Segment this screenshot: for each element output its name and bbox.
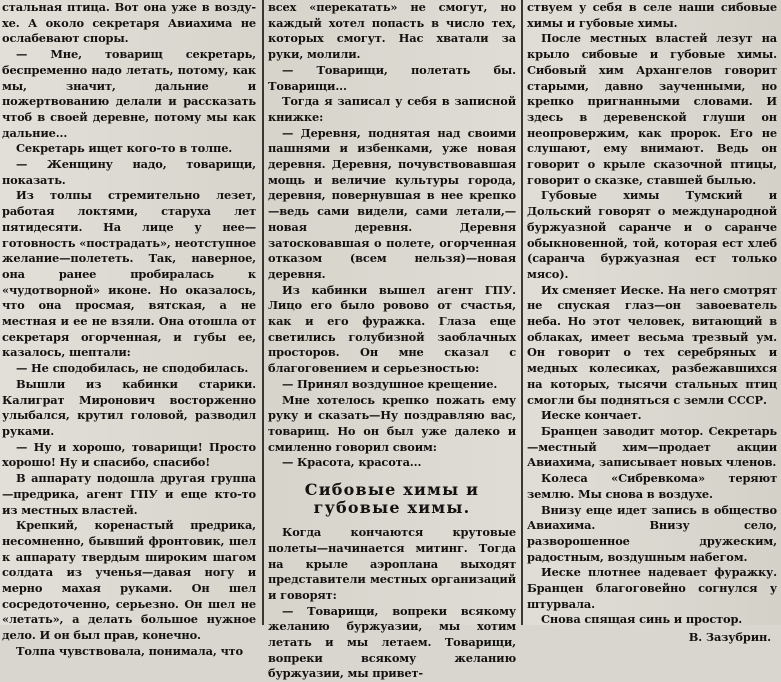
article-paragraph: Крепкий, коренастый предрика, несомненно, бывший фронтовик, шел к аппарату твердым широким шагом солдата из ученья—давая ногу и мерно махая руками. Он шел сосредоточенно, серьезно. Он шел не «летать», а делать большое нужное дело. И он был прав, конечно. bbox=[2, 518, 256, 643]
article-paragraph: — Деревня, поднятая над своими пашнями и избенками, уже новая деревня. Деревня, почувствовавшая мощь и величие культуры города, деревня, повернувшая в нее крепко—ведь сами видели, сами летали,—новая деревня. Деревня затосковавшая о полете, огорченная отказом (всем нельзя)—новая деревня. bbox=[268, 125, 516, 281]
article-paragraph: — Красота, красота... bbox=[282, 455, 422, 470]
article-paragraph: — Товарищи, вопреки всякому желанию буржуазии, мы хотим летать и мы летаем. Товарищи, вопреки всякому желанию буржуазии, мы привет- bbox=[268, 603, 516, 681]
article-paragraph: Колеса «Сибревкома» теряют землю. Мы снова в воздухе. bbox=[527, 471, 777, 501]
article-paragraph: Губовые химы Тумский и Дольский говорят о международной буржуазной саранче и о саранче обыкновенной, той, которая ест хлеб (саранча буржуазная ест только мясо). bbox=[527, 188, 777, 281]
article-paragraph: Снова спящая синь и простор. bbox=[541, 612, 743, 627]
article-paragraph: — Не сподобилась, не сподобилась. bbox=[16, 361, 249, 376]
article-paragraph: — Принял воздушное крещение. bbox=[282, 376, 498, 391]
article-paragraph: Иеске кончает. bbox=[541, 408, 642, 423]
column-2 bbox=[268, 0, 516, 681]
article-paragraph: Внизу еще идет запись в общество Авиахима. Внизу село, разворошенное дружеским, радостным, воздушным набегом. bbox=[527, 502, 777, 564]
article-paragraph: всех «перекатать» не смогут, но каждый хотел попасть в число тех, которых смогут. Нас хватали за руки, молили. bbox=[268, 0, 516, 62]
article-paragraph: — Товарищи, полетать бы. Товарищи... bbox=[268, 62, 516, 93]
column-3 bbox=[527, 0, 777, 645]
article-paragraph: стальная птица. Вот она уже в возду- хе. А около секретаря Авиахима не ослабевают споры. bbox=[2, 0, 256, 46]
article-paragraph: Иеске плотнее надевает фуражку. Бранцен благоговейно согнулся у штурвала. bbox=[527, 565, 777, 611]
article-paragraph: — Мне, товарищ секретарь, беспременно надо летать, потому, как мы, значит, дальние и пожертвованию делали и рассказать чтоб в своей деревне, потому мы как дальние... bbox=[2, 47, 256, 140]
article-paragraph: В аппарату подошла другая группа—предрика, агент ГПУ и еще кто-то из местных властей. bbox=[2, 471, 256, 517]
article-paragraph: Мне хотелось крепко пожать ему руку и сказать—Ну поздравляю вас, товарищ. Но он был уже далеко и смиленно говорил своим: bbox=[268, 392, 516, 454]
article-paragraph: Тогда я записал у себя в записной книжке: bbox=[268, 94, 516, 124]
article-paragraph: — Ну и хорошо, товарищи! Просто хорошо! Ну и спасибо, спасибо! bbox=[2, 439, 256, 470]
article-paragraph: Секретарь ищет кого-то в толпе. bbox=[16, 141, 233, 156]
article-paragraph: Бранцен заводит мотор. Секретарь—местный хим—продает акции Авиахима, записывает новых членов. bbox=[527, 423, 777, 470]
column-rule bbox=[521, 0, 523, 625]
article-paragraph: Из толпы стремительно лезет, работая локтями, старуха лет пятидесяти. На лице у нее—готовность «пострадать», неотступное желание—полететь. Так, наверное, она ранее пробиралась к «чудотворной» иконе. Но оказалось, что она просмая, вятская, а не местная и ее не взяли. Она отошла от секретаря огорченная, и губы ее, казалось, шептали: bbox=[2, 188, 256, 360]
article-paragraph: ствуем у себя в селе наши сибовые химы и губовые химы. bbox=[527, 0, 777, 30]
column-1 bbox=[2, 0, 256, 658]
column-rule bbox=[262, 0, 264, 625]
article-paragraph: Из кабинки вышел агент ГПУ. Лицо его было ровово от счастья, как и его фуражка. Глаза еще светились голубизной заоблачных просторов. Он мне сказал с благоговением и серьезностью: bbox=[268, 282, 516, 376]
article-paragraph: — Женщину надо, товарищи, показать. bbox=[2, 157, 256, 187]
section-heading: Сибовые химы и губовые химы. bbox=[304, 480, 480, 518]
article-paragraph: Когда кончаются крутовые полеты—начинается митинг. Тогда на крыле аэроплана выходят представители местных организаций и говорят: bbox=[268, 525, 516, 602]
author-signature: В. Зазубрин. bbox=[688, 630, 771, 645]
article-paragraph: После местных властей лезут на крыло сибовые и губовые химы. Сибовый хим Архангелов говорит старыми, давно заученными, но крепко пригнанными словами. И здесь в деревенской глуши он неопровержим, как пророк. Его не слушают, ему внимают. Ведь он говорит о крыле сказочной птицы, говорит о сказке, ставшей былью. bbox=[527, 31, 777, 187]
article-paragraph: Толпа чувствовала, понимала, что bbox=[16, 643, 244, 658]
article-paragraph: Их сменяет Иеске. На него смотрят не спуская глаз—он завоеватель неба. Но этот человек, витающий в облаках, имеет весьма трезвый ум. Он говорит о тех серебряных и медных колесиках, разбежавшихся на которых, тысячи стальных птиц смогли бы подняться с земли СССР. bbox=[527, 282, 777, 407]
article-paragraph: Вышли из кабинки старики. Калиграт Миронович восторженно улыбался, крутил головой, разводил руками. bbox=[2, 376, 256, 438]
